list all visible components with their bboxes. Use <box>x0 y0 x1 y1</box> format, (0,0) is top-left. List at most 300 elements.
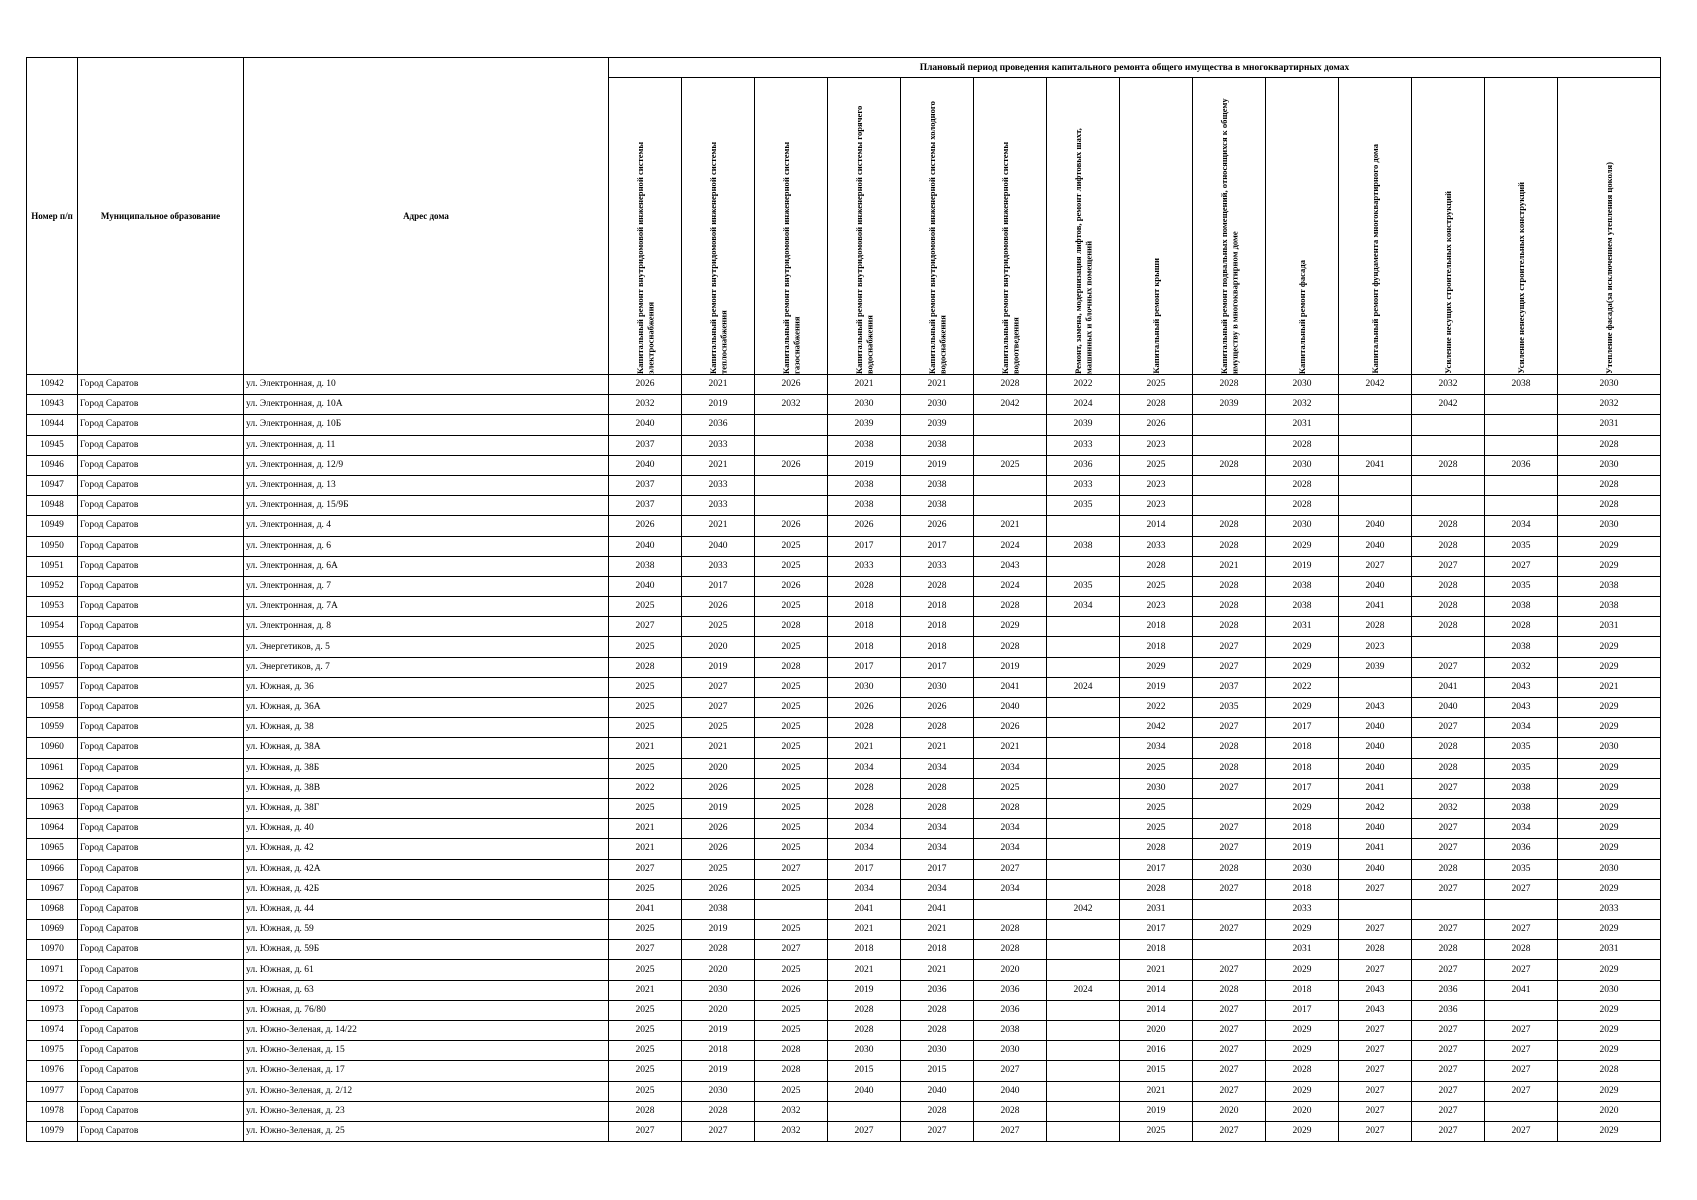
row-year-cell: 2029 <box>1558 536 1661 556</box>
row-number: 10965 <box>27 839 78 859</box>
row-year-cell <box>1047 738 1120 758</box>
row-year-cell: 2019 <box>901 455 974 475</box>
row-year-cell: 2021 <box>609 839 682 859</box>
row-year-cell: 2026 <box>682 597 755 617</box>
row-year-cell: 2028 <box>901 1021 974 1041</box>
row-year-cell: 2017 <box>1266 778 1339 798</box>
row-year-cell <box>1047 1061 1120 1081</box>
row-year-cell: 2025 <box>755 879 828 899</box>
row-year-cell <box>1339 475 1412 495</box>
row-year-cell: 2025 <box>755 718 828 738</box>
row-year-cell: 2027 <box>1339 879 1412 899</box>
table-row <box>27 536 1661 556</box>
row-year-cell: 2027 <box>1193 778 1266 798</box>
row-year-cell: 2027 <box>1412 1121 1485 1141</box>
row-year-cell <box>755 415 828 435</box>
table-body <box>27 375 1661 1142</box>
row-year-cell: 2025 <box>682 617 755 637</box>
row-year-cell: 2014 <box>1120 1000 1193 1020</box>
row-year-cell: 2033 <box>682 435 755 455</box>
table-row <box>27 778 1661 798</box>
row-year-cell: 2040 <box>974 1081 1047 1101</box>
row-year-cell <box>1485 899 1558 919</box>
row-year-cell: 2025 <box>1120 375 1193 395</box>
row-year-cell: 2028 <box>609 1101 682 1121</box>
row-year-cell: 2038 <box>828 475 901 495</box>
row-municipality: Город Саратов <box>78 859 244 879</box>
row-year-cell: 2025 <box>1120 819 1193 839</box>
row-year-cell: 2041 <box>901 899 974 919</box>
row-number: 10946 <box>27 455 78 475</box>
row-year-cell: 2040 <box>1339 536 1412 556</box>
row-year-cell: 2027 <box>682 1121 755 1141</box>
row-year-cell: 2028 <box>901 718 974 738</box>
row-year-cell: 2028 <box>1266 435 1339 455</box>
row-year-cell: 2021 <box>609 980 682 1000</box>
row-year-cell: 2028 <box>1120 395 1193 415</box>
row-year-cell: 2020 <box>682 1000 755 1020</box>
row-year-cell: 2041 <box>1485 980 1558 1000</box>
row-year-cell: 2026 <box>1120 415 1193 435</box>
row-year-cell: 2034 <box>1120 738 1193 758</box>
row-year-cell: 2027 <box>1339 1121 1412 1141</box>
row-year-cell: 2041 <box>828 899 901 919</box>
row-year-cell <box>1047 1121 1120 1141</box>
row-address: ул. Южная, д. 42А <box>244 859 609 879</box>
row-year-cell: 2021 <box>828 738 901 758</box>
row-year-cell: 2024 <box>1047 395 1120 415</box>
row-municipality: Город Саратов <box>78 435 244 455</box>
row-year-cell: 2025 <box>1120 758 1193 778</box>
row-year-cell: 2029 <box>1266 536 1339 556</box>
row-year-cell: 2027 <box>1193 879 1266 899</box>
row-year-cell: 2035 <box>1485 738 1558 758</box>
row-year-cell: 2025 <box>755 839 828 859</box>
row-year-cell: 2029 <box>1558 920 1661 940</box>
row-year-cell <box>1047 819 1120 839</box>
row-address: ул. Энергетиков, д. 5 <box>244 637 609 657</box>
row-year-cell: 2025 <box>609 1000 682 1020</box>
row-year-cell: 2033 <box>1120 536 1193 556</box>
row-year-cell: 2030 <box>1558 516 1661 536</box>
row-year-cell: 2034 <box>828 758 901 778</box>
row-year-cell: 2025 <box>755 960 828 980</box>
row-year-cell: 2027 <box>1412 920 1485 940</box>
row-year-cell: 2025 <box>1120 1121 1193 1141</box>
row-year-cell: 2027 <box>1412 1081 1485 1101</box>
table-row <box>27 1081 1661 1101</box>
row-year-cell: 2021 <box>901 375 974 395</box>
row-municipality: Город Саратов <box>78 899 244 919</box>
row-year-cell: 2040 <box>609 576 682 596</box>
row-year-cell <box>1412 435 1485 455</box>
row-year-cell: 2027 <box>1412 778 1485 798</box>
row-year-cell: 2021 <box>1120 1081 1193 1101</box>
row-year-cell: 2030 <box>1558 738 1661 758</box>
header-work-8 <box>1120 78 1193 375</box>
row-year-cell: 2023 <box>1120 496 1193 516</box>
row-number: 10949 <box>27 516 78 536</box>
table-row <box>27 1101 1661 1121</box>
row-municipality: Город Саратов <box>78 395 244 415</box>
row-year-cell: 2027 <box>1485 1041 1558 1061</box>
row-year-cell: 2041 <box>1339 839 1412 859</box>
row-year-cell <box>1047 1021 1120 1041</box>
row-year-cell: 2025 <box>609 960 682 980</box>
row-year-cell: 2016 <box>1120 1041 1193 1061</box>
row-year-cell: 2038 <box>1558 597 1661 617</box>
row-year-cell <box>1485 1000 1558 1020</box>
row-municipality: Город Саратов <box>78 839 244 859</box>
header-work-6 <box>974 78 1047 375</box>
row-year-cell: 2020 <box>1266 1101 1339 1121</box>
row-year-cell: 2038 <box>1485 375 1558 395</box>
row-year-cell: 2034 <box>974 758 1047 778</box>
header-work-14 <box>1558 78 1661 375</box>
row-year-cell: 2018 <box>1266 758 1339 778</box>
row-year-cell: 2028 <box>1412 758 1485 778</box>
row-year-cell: 2038 <box>1047 536 1120 556</box>
row-year-cell: 2026 <box>974 718 1047 738</box>
row-year-cell: 2039 <box>901 415 974 435</box>
row-year-cell: 2017 <box>901 657 974 677</box>
row-year-cell: 2031 <box>1266 617 1339 637</box>
header-address: Адрес дома <box>244 58 609 375</box>
row-year-cell: 2029 <box>1558 1121 1661 1141</box>
row-year-cell <box>1047 718 1120 738</box>
row-municipality: Город Саратов <box>78 637 244 657</box>
row-year-cell: 2026 <box>755 576 828 596</box>
row-year-cell: 2036 <box>1412 1000 1485 1020</box>
header-work-11 <box>1339 78 1412 375</box>
row-year-cell: 2040 <box>1339 819 1412 839</box>
row-year-cell: 2028 <box>974 940 1047 960</box>
row-year-cell <box>1193 496 1266 516</box>
row-year-cell: 2028 <box>1339 940 1412 960</box>
row-year-cell: 2030 <box>682 1081 755 1101</box>
row-year-cell: 2025 <box>609 597 682 617</box>
row-year-cell: 2018 <box>1266 738 1339 758</box>
row-year-cell: 2021 <box>828 960 901 980</box>
header-period: Плановый период проведения капитального ремонта общего имущества в многоквартирных домах <box>609 58 1661 78</box>
row-year-cell: 2020 <box>682 758 755 778</box>
row-year-cell: 2030 <box>901 677 974 697</box>
row-year-cell <box>1339 395 1412 415</box>
row-year-cell: 2028 <box>1266 496 1339 516</box>
row-year-cell: 2038 <box>1266 576 1339 596</box>
row-address: ул. Южно-Зеленая, д. 15 <box>244 1041 609 1061</box>
row-year-cell: 2019 <box>828 980 901 1000</box>
row-year-cell: 2036 <box>682 415 755 435</box>
row-year-cell: 2026 <box>682 819 755 839</box>
row-year-cell <box>974 475 1047 495</box>
row-year-cell: 2029 <box>1266 960 1339 980</box>
row-year-cell: 2021 <box>828 375 901 395</box>
row-number: 10942 <box>27 375 78 395</box>
row-year-cell: 2028 <box>974 597 1047 617</box>
row-year-cell: 2019 <box>1266 556 1339 576</box>
row-year-cell <box>1047 920 1120 940</box>
row-year-cell: 2036 <box>1047 455 1120 475</box>
row-number: 10972 <box>27 980 78 1000</box>
row-municipality: Город Саратов <box>78 879 244 899</box>
row-year-cell: 2023 <box>1339 637 1412 657</box>
table-row <box>27 960 1661 980</box>
row-year-cell: 2018 <box>901 597 974 617</box>
row-year-cell: 2027 <box>1412 1061 1485 1081</box>
row-year-cell: 2040 <box>1339 859 1412 879</box>
row-year-cell <box>1047 758 1120 778</box>
row-year-cell: 2027 <box>1339 556 1412 576</box>
row-year-cell: 2040 <box>682 536 755 556</box>
row-year-cell: 2043 <box>974 556 1047 576</box>
row-year-cell: 2029 <box>1558 698 1661 718</box>
row-address: ул. Южно-Зеленая, д. 14/22 <box>244 1021 609 1041</box>
row-year-cell: 2027 <box>1339 920 1412 940</box>
row-year-cell: 2031 <box>1558 415 1661 435</box>
row-year-cell: 2021 <box>828 920 901 940</box>
row-year-cell: 2036 <box>1485 455 1558 475</box>
row-year-cell: 2025 <box>609 798 682 818</box>
row-address: ул. Южная, д. 36А <box>244 698 609 718</box>
row-year-cell: 2027 <box>1193 1041 1266 1061</box>
row-year-cell <box>1485 435 1558 455</box>
row-year-cell <box>1193 940 1266 960</box>
row-year-cell: 2020 <box>1558 1101 1661 1121</box>
row-year-cell <box>1485 415 1558 435</box>
table-row <box>27 657 1661 677</box>
row-year-cell: 2025 <box>755 677 828 697</box>
row-year-cell: 2019 <box>682 657 755 677</box>
row-year-cell: 2032 <box>1412 375 1485 395</box>
row-address: ул. Электронная, д. 6 <box>244 536 609 556</box>
table-row <box>27 1041 1661 1061</box>
row-address: ул. Южно-Зеленая, д. 25 <box>244 1121 609 1141</box>
row-municipality: Город Саратов <box>78 960 244 980</box>
row-municipality: Город Саратов <box>78 1041 244 1061</box>
table-row <box>27 395 1661 415</box>
row-year-cell: 2033 <box>1558 899 1661 919</box>
row-year-cell: 2036 <box>974 980 1047 1000</box>
row-year-cell: 2017 <box>901 536 974 556</box>
row-year-cell: 2025 <box>755 698 828 718</box>
row-year-cell: 2037 <box>609 496 682 516</box>
row-year-cell: 2043 <box>1339 980 1412 1000</box>
row-year-cell: 2018 <box>901 617 974 637</box>
row-year-cell: 2035 <box>1047 576 1120 596</box>
row-year-cell: 2027 <box>1412 718 1485 738</box>
row-year-cell: 2018 <box>1266 980 1339 1000</box>
row-year-cell: 2025 <box>755 1000 828 1020</box>
row-year-cell: 2027 <box>974 1061 1047 1081</box>
row-address: ул. Южная, д. 38В <box>244 778 609 798</box>
row-number: 10955 <box>27 637 78 657</box>
row-year-cell: 2027 <box>1193 1061 1266 1081</box>
row-year-cell: 2029 <box>1266 1121 1339 1141</box>
row-number: 10944 <box>27 415 78 435</box>
row-year-cell: 2031 <box>1558 940 1661 960</box>
row-year-cell: 2040 <box>1339 516 1412 536</box>
row-year-cell: 2039 <box>1339 657 1412 677</box>
row-year-cell: 2019 <box>974 657 1047 677</box>
row-year-cell <box>1047 1101 1120 1121</box>
row-year-cell: 2028 <box>1412 940 1485 960</box>
row-year-cell <box>974 415 1047 435</box>
row-number: 10953 <box>27 597 78 617</box>
row-address: ул. Южная, д. 38Б <box>244 758 609 778</box>
row-year-cell: 2038 <box>828 435 901 455</box>
row-year-cell: 2028 <box>974 637 1047 657</box>
row-year-cell: 2027 <box>1339 960 1412 980</box>
row-year-cell: 2019 <box>682 1061 755 1081</box>
row-year-cell: 2035 <box>1193 698 1266 718</box>
row-year-cell: 2043 <box>1339 1000 1412 1020</box>
row-year-cell: 2029 <box>1558 879 1661 899</box>
header-work-label: Капитальный ремонт подвальных помещений, относящихся к общему имуществу в многоквартирном доме <box>1218 98 1239 374</box>
table-row <box>27 839 1661 859</box>
header-work-label: Усиление ненесущих строительных конструкций <box>1515 182 1526 374</box>
row-year-cell: 2028 <box>1412 576 1485 596</box>
row-year-cell: 2035 <box>1485 576 1558 596</box>
row-year-cell: 2042 <box>1339 798 1412 818</box>
row-year-cell: 2025 <box>682 718 755 738</box>
row-year-cell: 2027 <box>1412 879 1485 899</box>
row-municipality: Город Саратов <box>78 657 244 677</box>
row-year-cell <box>1047 637 1120 657</box>
row-year-cell: 2019 <box>682 395 755 415</box>
row-year-cell: 2026 <box>901 698 974 718</box>
row-year-cell: 2021 <box>1558 677 1661 697</box>
header-work-5 <box>901 78 974 375</box>
table-row <box>27 375 1661 395</box>
row-municipality: Город Саратов <box>78 556 244 576</box>
row-year-cell: 2029 <box>1266 798 1339 818</box>
row-year-cell <box>1193 798 1266 818</box>
row-year-cell: 2021 <box>682 455 755 475</box>
row-year-cell: 2040 <box>974 698 1047 718</box>
row-year-cell: 2028 <box>974 375 1047 395</box>
row-year-cell: 2028 <box>1193 516 1266 536</box>
row-year-cell: 2038 <box>974 1021 1047 1041</box>
row-year-cell: 2028 <box>609 657 682 677</box>
table-row <box>27 798 1661 818</box>
row-year-cell: 2023 <box>1120 597 1193 617</box>
row-year-cell <box>1339 496 1412 516</box>
row-year-cell: 2026 <box>828 516 901 536</box>
row-year-cell: 2041 <box>1339 778 1412 798</box>
row-year-cell: 2027 <box>1485 920 1558 940</box>
row-address: ул. Южная, д. 38Г <box>244 798 609 818</box>
row-year-cell: 2017 <box>1266 1000 1339 1020</box>
row-year-cell: 2018 <box>1120 637 1193 657</box>
row-year-cell: 2029 <box>1558 839 1661 859</box>
row-municipality: Город Саратов <box>78 516 244 536</box>
row-address: ул. Южная, д. 40 <box>244 819 609 839</box>
row-year-cell: 2035 <box>1047 496 1120 516</box>
row-address: ул. Электронная, д. 11 <box>244 435 609 455</box>
row-year-cell: 2022 <box>609 778 682 798</box>
row-year-cell: 2025 <box>755 778 828 798</box>
row-address: ул. Электронная, д. 8 <box>244 617 609 637</box>
row-year-cell: 2029 <box>1558 1021 1661 1041</box>
row-municipality: Город Саратов <box>78 698 244 718</box>
row-year-cell: 2017 <box>1120 859 1193 879</box>
table-row <box>27 940 1661 960</box>
row-year-cell <box>1412 496 1485 516</box>
row-year-cell <box>1047 960 1120 980</box>
row-address: ул. Южная, д. 38А <box>244 738 609 758</box>
row-address: ул. Южная, д. 36 <box>244 677 609 697</box>
row-year-cell: 2027 <box>1193 637 1266 657</box>
header-work-label: Капитальный ремонт крыши <box>1150 258 1161 374</box>
row-year-cell: 2028 <box>1193 980 1266 1000</box>
header-work-label: Капитальный ремонт внутридомовой инженерной системы электроснабжения <box>634 141 655 374</box>
table-row <box>27 1121 1661 1141</box>
row-year-cell <box>1047 698 1120 718</box>
row-year-cell <box>755 435 828 455</box>
row-number: 10954 <box>27 617 78 637</box>
row-year-cell: 2018 <box>901 940 974 960</box>
header-work-label: Капитальный ремонт внутридомовой инженерной системы горячего водоснабжения <box>853 105 874 374</box>
row-number: 10968 <box>27 899 78 919</box>
row-number: 10971 <box>27 960 78 980</box>
row-year-cell: 2025 <box>974 778 1047 798</box>
row-year-cell: 2027 <box>609 617 682 637</box>
row-year-cell: 2025 <box>609 637 682 657</box>
row-year-cell: 2036 <box>1485 839 1558 859</box>
header-work-7 <box>1047 78 1120 375</box>
row-municipality: Город Саратов <box>78 1121 244 1141</box>
row-year-cell: 2025 <box>755 758 828 778</box>
table-row <box>27 516 1661 536</box>
row-number: 10978 <box>27 1101 78 1121</box>
row-year-cell: 2028 <box>901 576 974 596</box>
row-municipality: Город Саратов <box>78 1000 244 1020</box>
header-work-3 <box>755 78 828 375</box>
row-year-cell: 2025 <box>755 536 828 556</box>
row-year-cell: 2026 <box>901 516 974 536</box>
row-year-cell: 2027 <box>755 859 828 879</box>
row-year-cell: 2029 <box>1266 1041 1339 1061</box>
row-year-cell: 2020 <box>682 960 755 980</box>
row-year-cell <box>1193 415 1266 435</box>
row-year-cell: 2021 <box>901 960 974 980</box>
row-year-cell: 2027 <box>1412 819 1485 839</box>
row-number: 10945 <box>27 435 78 455</box>
row-year-cell: 2017 <box>828 859 901 879</box>
row-year-cell: 2037 <box>609 475 682 495</box>
table-row <box>27 415 1661 435</box>
row-year-cell: 2029 <box>1558 778 1661 798</box>
row-year-cell: 2032 <box>755 1101 828 1121</box>
row-year-cell: 2019 <box>828 455 901 475</box>
row-year-cell <box>1047 879 1120 899</box>
row-address: ул. Южная, д. 38 <box>244 718 609 738</box>
row-year-cell: 2025 <box>755 798 828 818</box>
row-year-cell: 2028 <box>1193 859 1266 879</box>
row-number: 10948 <box>27 496 78 516</box>
row-number: 10969 <box>27 920 78 940</box>
row-year-cell: 2029 <box>1558 556 1661 576</box>
table-row <box>27 859 1661 879</box>
row-year-cell: 2025 <box>755 637 828 657</box>
row-year-cell: 2027 <box>828 1121 901 1141</box>
header-work-label: Капитальный ремонт фундамента многоквартирного дома <box>1369 144 1380 374</box>
row-year-cell: 2025 <box>609 1021 682 1041</box>
row-year-cell: 2028 <box>1193 576 1266 596</box>
row-year-cell <box>1047 839 1120 859</box>
row-year-cell: 2021 <box>682 375 755 395</box>
